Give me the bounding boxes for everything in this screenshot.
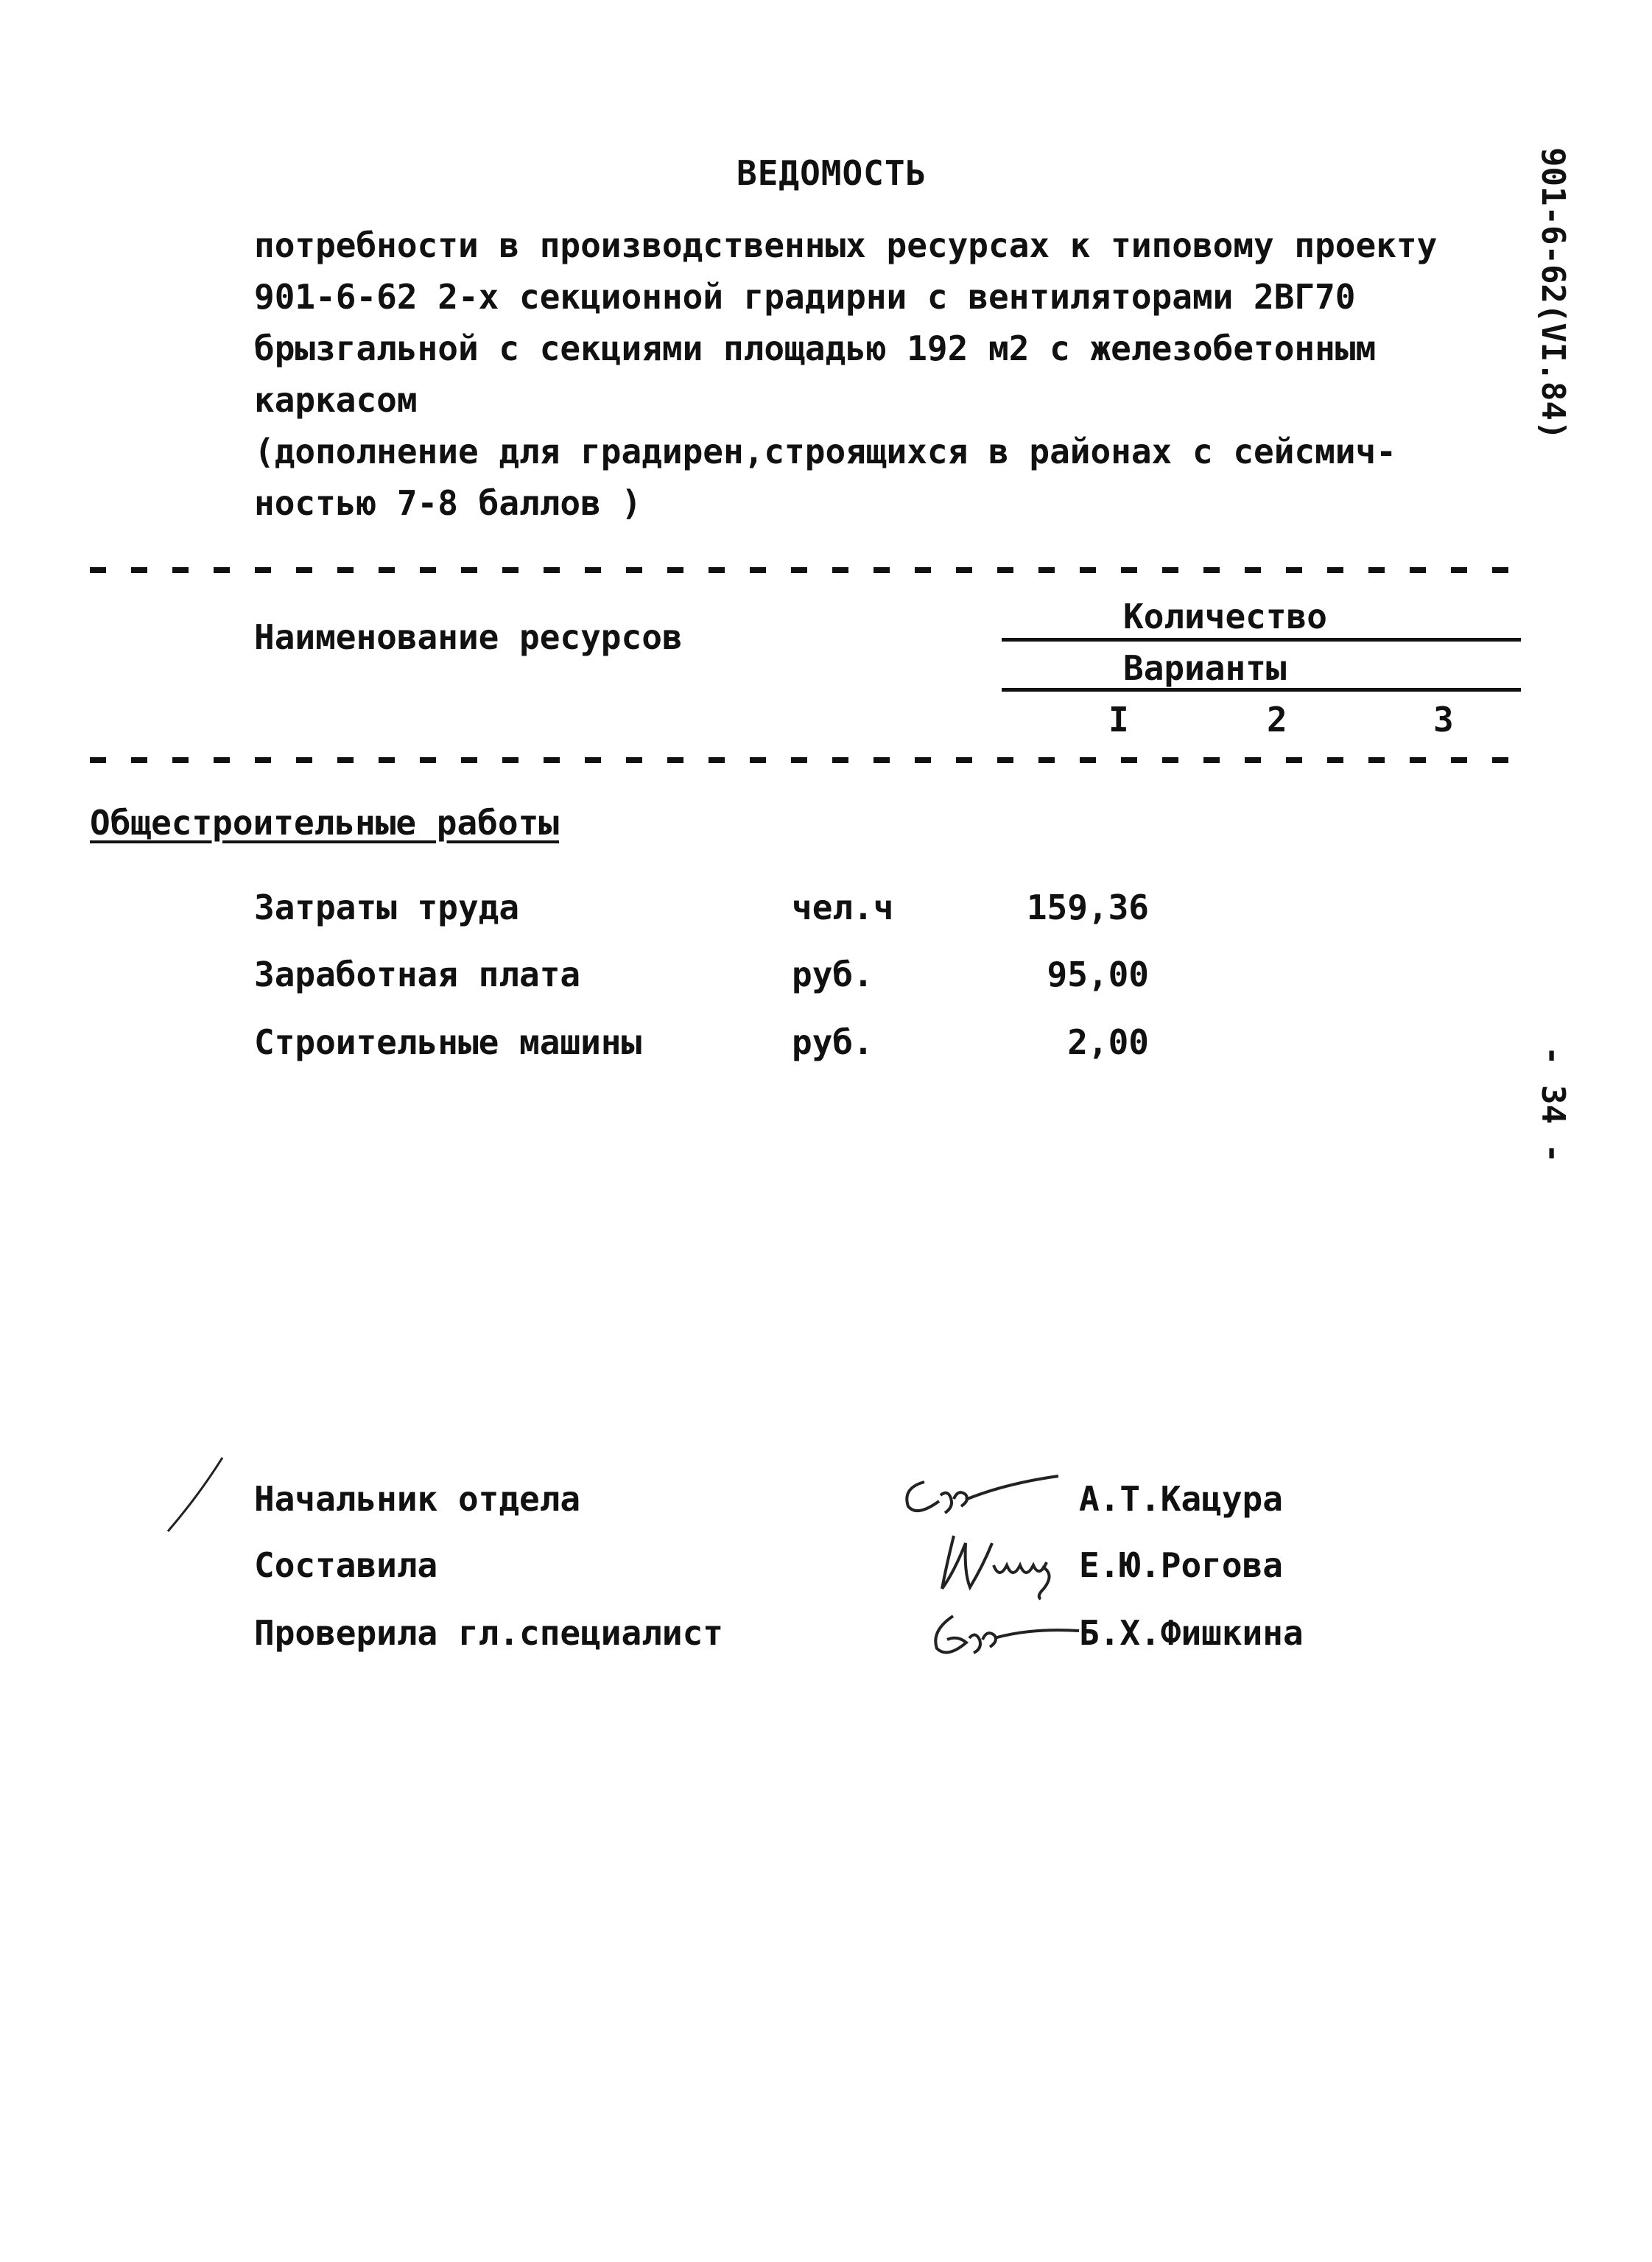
- handwritten-signature-1: [895, 1466, 1064, 1525]
- variants-header: Варианты: [1123, 648, 1287, 688]
- row-resource-name: Заработная плата: [254, 955, 581, 994]
- table-top-divider: [90, 567, 1522, 573]
- document-subtitle: [254, 219, 1437, 529]
- row-resource-name: Строительные машины: [254, 1022, 642, 1062]
- signature-name: Е.Ю.Рогова: [1079, 1545, 1283, 1585]
- section-title: Общестроительные работы: [90, 803, 559, 843]
- signature-name: Б.Х.Фишкина: [1079, 1613, 1304, 1653]
- variant-label-3: 3: [1433, 700, 1454, 740]
- document-title: ВЕДОМОСТЬ: [737, 153, 927, 193]
- quantity-header: Количество: [1123, 597, 1327, 636]
- row-resource-name: Затраты труда: [254, 888, 520, 927]
- row-unit: руб.: [792, 955, 874, 994]
- subtitle-line-2: 901-6-62 2-х секционной градирни с вентиляторами 2ВГ70: [254, 277, 1356, 317]
- handwritten-signature-3: [921, 1606, 1083, 1665]
- variants-underline: [1002, 688, 1521, 692]
- row-value-variant-1: 2,00: [1067, 1022, 1149, 1062]
- signature-role: Проверила гл.специалист: [254, 1613, 723, 1653]
- table-header-divider: [90, 757, 1522, 763]
- margin-slash-mark: [162, 1455, 228, 1536]
- row-unit: чел.ч: [792, 888, 894, 927]
- handwritten-signature-2: [932, 1521, 1079, 1602]
- variant-label-1: I: [1108, 700, 1129, 740]
- signature-role: Составила: [254, 1545, 438, 1585]
- row-value-variant-1: 95,00: [1047, 955, 1149, 994]
- row-value-variant-1: 159,36: [1026, 888, 1149, 927]
- variant-label-2: 2: [1267, 700, 1287, 740]
- signature-name: А.Т.Кацура: [1079, 1479, 1283, 1519]
- subtitle-line-6: ностью 7-8 баллов ): [254, 483, 642, 523]
- subtitle-line-3: брызгальной с секциями площадью 192 м2 с железобетонным: [254, 329, 1377, 368]
- row-unit: руб.: [792, 1022, 874, 1062]
- page-number: - 34 -: [1534, 1046, 1572, 1163]
- resource-name-header: Наименование ресурсов: [254, 617, 683, 657]
- quantity-underline: [1002, 638, 1521, 642]
- subtitle-line-1: потребности в производственных ресурсах к типовому проекту: [254, 225, 1438, 265]
- signature-role: Начальник отдела: [254, 1479, 581, 1519]
- side-document-code: 901-6-62(VI.84): [1534, 147, 1572, 440]
- subtitle-line-5: (дополнение для градирен,строящихся в районах с сейсмич-: [254, 432, 1396, 471]
- subtitle-line-4: каркасом: [254, 380, 418, 420]
